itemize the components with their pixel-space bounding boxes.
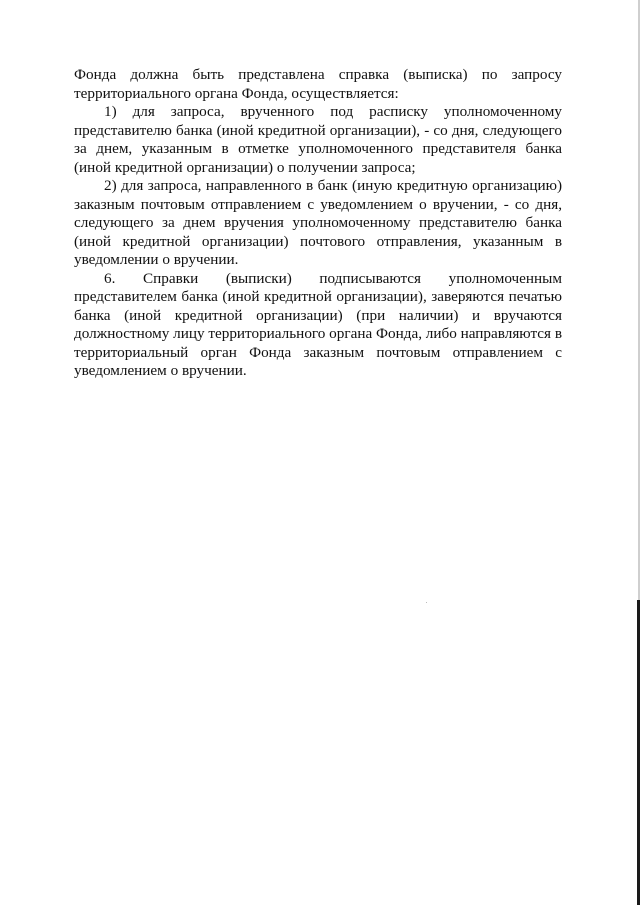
scan-speck — [426, 602, 427, 603]
paragraph-item-1: 1) для запроса, врученного под расписку уполномоченному представителю банка (иной кредитной организации), - со дня, следующего за днем, указанным в отметке уполномоченного представителя банка (иной кредитной организации) о получении запроса; — [74, 103, 562, 176]
paragraph-item-2: 2) для запроса, направленного в банк (иную кредитную организацию) заказным почтовым отправлением с уведомлением о вручении, - со дня, следующего за днем вручения уполномоченному представителю банка (иной кредитной организации) почтового отправления, указанным в уведомлении о вручении. — [74, 177, 562, 268]
document-body — [74, 66, 562, 381]
paragraph-section-6: 6. Справки (выписки) подписываются уполномоченным представителем банка (иной кредитной организации), заверяются печатью банка (иной кредитной организации) (при наличии) и вручаются должностному лицу территориального органа Фонда, либо направляются в территориальный орган Фонда заказным почтовым отправлением с уведомлением о вручении. — [74, 269, 562, 379]
paragraph-intro: Фонда должна быть представлена справка (выписка) по запросу территориального органа Фонда, осуществляется: — [74, 66, 562, 102]
